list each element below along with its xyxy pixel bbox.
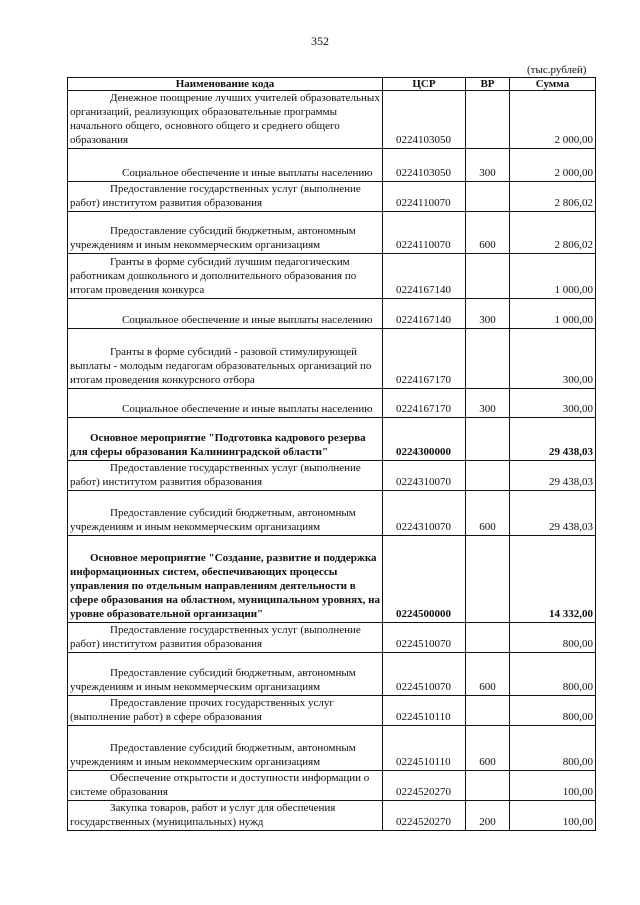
row-name-rest: (выполнение работ) в сфере образования — [70, 711, 262, 723]
row-csr: 0224110070 — [383, 182, 466, 212]
row-csr: 0224520270 — [383, 801, 466, 831]
row-vr — [466, 771, 510, 801]
row-sum: 29 438,03 — [510, 461, 596, 491]
table-row — [68, 182, 596, 212]
row-name — [68, 801, 383, 831]
page-number: 352 — [311, 34, 329, 48]
row-name-rest: работ) институтом развития образования — [70, 197, 263, 209]
row-name — [68, 726, 383, 771]
table-body — [68, 91, 596, 831]
row-csr: 0224103050 — [383, 91, 466, 149]
table-row — [68, 91, 596, 149]
row-sum: 800,00 — [510, 623, 596, 653]
row-csr: 0224510070 — [383, 653, 466, 696]
row-name-rest: о системе образования — [70, 772, 370, 798]
row-name — [68, 536, 383, 623]
table-row — [68, 536, 596, 623]
row-name — [68, 149, 383, 182]
table-row — [68, 726, 596, 771]
row-name-rest: работ) институтом развития образования — [70, 476, 263, 488]
table-header-row — [68, 78, 596, 91]
row-vr: 600 — [466, 491, 510, 536]
header-name: Наименование кода — [68, 78, 383, 91]
table-row — [68, 696, 596, 726]
row-vr: 200 — [466, 801, 510, 831]
row-csr: 0224300000 — [383, 418, 466, 461]
row-name — [68, 389, 383, 418]
row-name-first: Закупка товаров, работ и услуг для обеспечения — [110, 802, 336, 814]
row-name-rest: учреждениям и иным некоммерческим организациям — [70, 521, 321, 533]
header-vr: ВР — [466, 78, 510, 91]
row-name-rest: выплаты - молодым педагогам образовательных организаций по итогам проведения конкурсного отбора — [70, 360, 372, 386]
units-label: (тыс.рублей) — [527, 64, 587, 76]
row-sum: 800,00 — [510, 726, 596, 771]
row-name — [68, 182, 383, 212]
row-sum: 2 000,00 — [510, 91, 596, 149]
table-row — [68, 491, 596, 536]
row-vr — [466, 254, 510, 299]
row-vr — [466, 623, 510, 653]
row-csr: 0224310070 — [383, 491, 466, 536]
row-name-first: Социальное обеспечение и иные выплаты населению — [122, 167, 373, 179]
row-name-first: Обеспечение открытости и доступности информации — [110, 772, 361, 784]
table-row — [68, 461, 596, 491]
row-name-first: Предоставление субсидий бюджетным, автономным — [110, 667, 356, 679]
row-name-first: Гранты в форме субсидий - разовой стимулирующей — [110, 346, 358, 358]
table-row — [68, 254, 596, 299]
row-name — [68, 653, 383, 696]
row-sum: 300,00 — [510, 329, 596, 389]
row-name-rest: работникам дошкольного и дополнительного образования по итогам проведения конкурса — [70, 270, 357, 296]
row-csr: 0224167140 — [383, 254, 466, 299]
row-name — [68, 418, 383, 461]
row-vr: 600 — [466, 212, 510, 254]
row-csr: 0224310070 — [383, 461, 466, 491]
row-vr: 600 — [466, 726, 510, 771]
row-sum: 800,00 — [510, 696, 596, 726]
row-sum: 2 806,02 — [510, 212, 596, 254]
row-name-rest: поддержка информационных систем, обеспечивающих процессы управления по отдельным направлениям деятельности в сфере образования на областном, муниципальном уровнях, на уровне образовательной организации" — [70, 552, 380, 620]
row-csr: 0224500000 — [383, 536, 466, 623]
row-sum: 2 806,02 — [510, 182, 596, 212]
row-csr: 0224167140 — [383, 299, 466, 329]
row-vr: 300 — [466, 149, 510, 182]
table-row — [68, 623, 596, 653]
row-name-first: Предоставление государственных услуг (выполнение — [110, 624, 361, 636]
row-name-rest: образовательных организаций, реализующих образовательные программы начального общего, основного общего и среднего общего образования — [70, 92, 380, 146]
row-csr: 0224510070 — [383, 623, 466, 653]
row-sum: 14 332,00 — [510, 536, 596, 623]
header-csr: ЦСР — [383, 78, 466, 91]
row-csr: 0224103050 — [383, 149, 466, 182]
row-name-rest: учреждениям и иным некоммерческим организациям — [70, 756, 321, 768]
row-name — [68, 491, 383, 536]
row-name-first: Денежное поощрение лучших учителей — [110, 92, 298, 104]
row-csr: 0224520270 — [383, 771, 466, 801]
row-name-rest: учреждениям и иным некоммерческим организациям — [70, 681, 321, 693]
row-csr: 0224510110 — [383, 696, 466, 726]
row-name-first: Предоставление государственных услуг (выполнение — [110, 183, 361, 195]
row-name — [68, 771, 383, 801]
row-sum: 1 000,00 — [510, 254, 596, 299]
row-name — [68, 212, 383, 254]
row-csr: 0224110070 — [383, 212, 466, 254]
table-row — [68, 771, 596, 801]
header-sum: Сумма — [510, 78, 596, 91]
row-name-rest: учреждениям и иным некоммерческим организациям — [70, 239, 321, 251]
row-vr — [466, 696, 510, 726]
row-vr: 600 — [466, 653, 510, 696]
budget-table — [67, 77, 596, 831]
table-row — [68, 149, 596, 182]
row-name-first: Предоставление государственных услуг (выполнение — [110, 462, 361, 474]
row-sum: 800,00 — [510, 653, 596, 696]
row-name — [68, 329, 383, 389]
row-name-first: Гранты в форме субсидий лучшим педагогическим — [110, 256, 350, 268]
row-name-first: Социальное обеспечение и иные выплаты населению — [122, 403, 373, 415]
row-sum: 2 000,00 — [510, 149, 596, 182]
row-name — [68, 299, 383, 329]
table-row — [68, 418, 596, 461]
row-name-rest: работ) институтом развития образования — [70, 638, 263, 650]
row-vr — [466, 182, 510, 212]
row-csr: 0224510110 — [383, 726, 466, 771]
row-vr — [466, 461, 510, 491]
row-sum: 29 438,03 — [510, 491, 596, 536]
row-sum: 29 438,03 — [510, 418, 596, 461]
row-csr: 0224167170 — [383, 389, 466, 418]
table-row — [68, 389, 596, 418]
row-sum: 300,00 — [510, 389, 596, 418]
row-name-rest: государственных (муниципальных) нужд — [70, 816, 264, 828]
row-vr: 300 — [466, 389, 510, 418]
row-sum: 100,00 — [510, 771, 596, 801]
row-name — [68, 254, 383, 299]
row-name-first: Предоставление субсидий бюджетным, автономным — [110, 507, 356, 519]
row-name — [68, 696, 383, 726]
table-row — [68, 299, 596, 329]
row-vr — [466, 418, 510, 461]
row-name-first: Основное мероприятие "Подготовка кадрового — [90, 432, 326, 444]
table-row — [68, 212, 596, 254]
table-row — [68, 329, 596, 389]
row-name — [68, 461, 383, 491]
row-name-rest: резерва для сферы образования Калининградской области" — [70, 432, 366, 458]
row-name-first: Предоставление прочих государственных услуг — [110, 697, 334, 709]
row-name-first: Предоставление субсидий бюджетным, автономным — [110, 742, 356, 754]
row-name-first: Социальное обеспечение и иные выплаты населению — [122, 314, 373, 326]
row-name-first: Основное мероприятие "Создание, развитие и — [90, 552, 321, 564]
row-csr: 0224167170 — [383, 329, 466, 389]
row-vr — [466, 91, 510, 149]
row-sum: 100,00 — [510, 801, 596, 831]
row-vr: 300 — [466, 299, 510, 329]
row-name — [68, 91, 383, 149]
row-vr — [466, 329, 510, 389]
row-name-first: Предоставление субсидий бюджетным, автономным — [110, 225, 356, 237]
table-row — [68, 653, 596, 696]
row-vr — [466, 536, 510, 623]
table-row — [68, 801, 596, 831]
row-sum: 1 000,00 — [510, 299, 596, 329]
row-name — [68, 623, 383, 653]
